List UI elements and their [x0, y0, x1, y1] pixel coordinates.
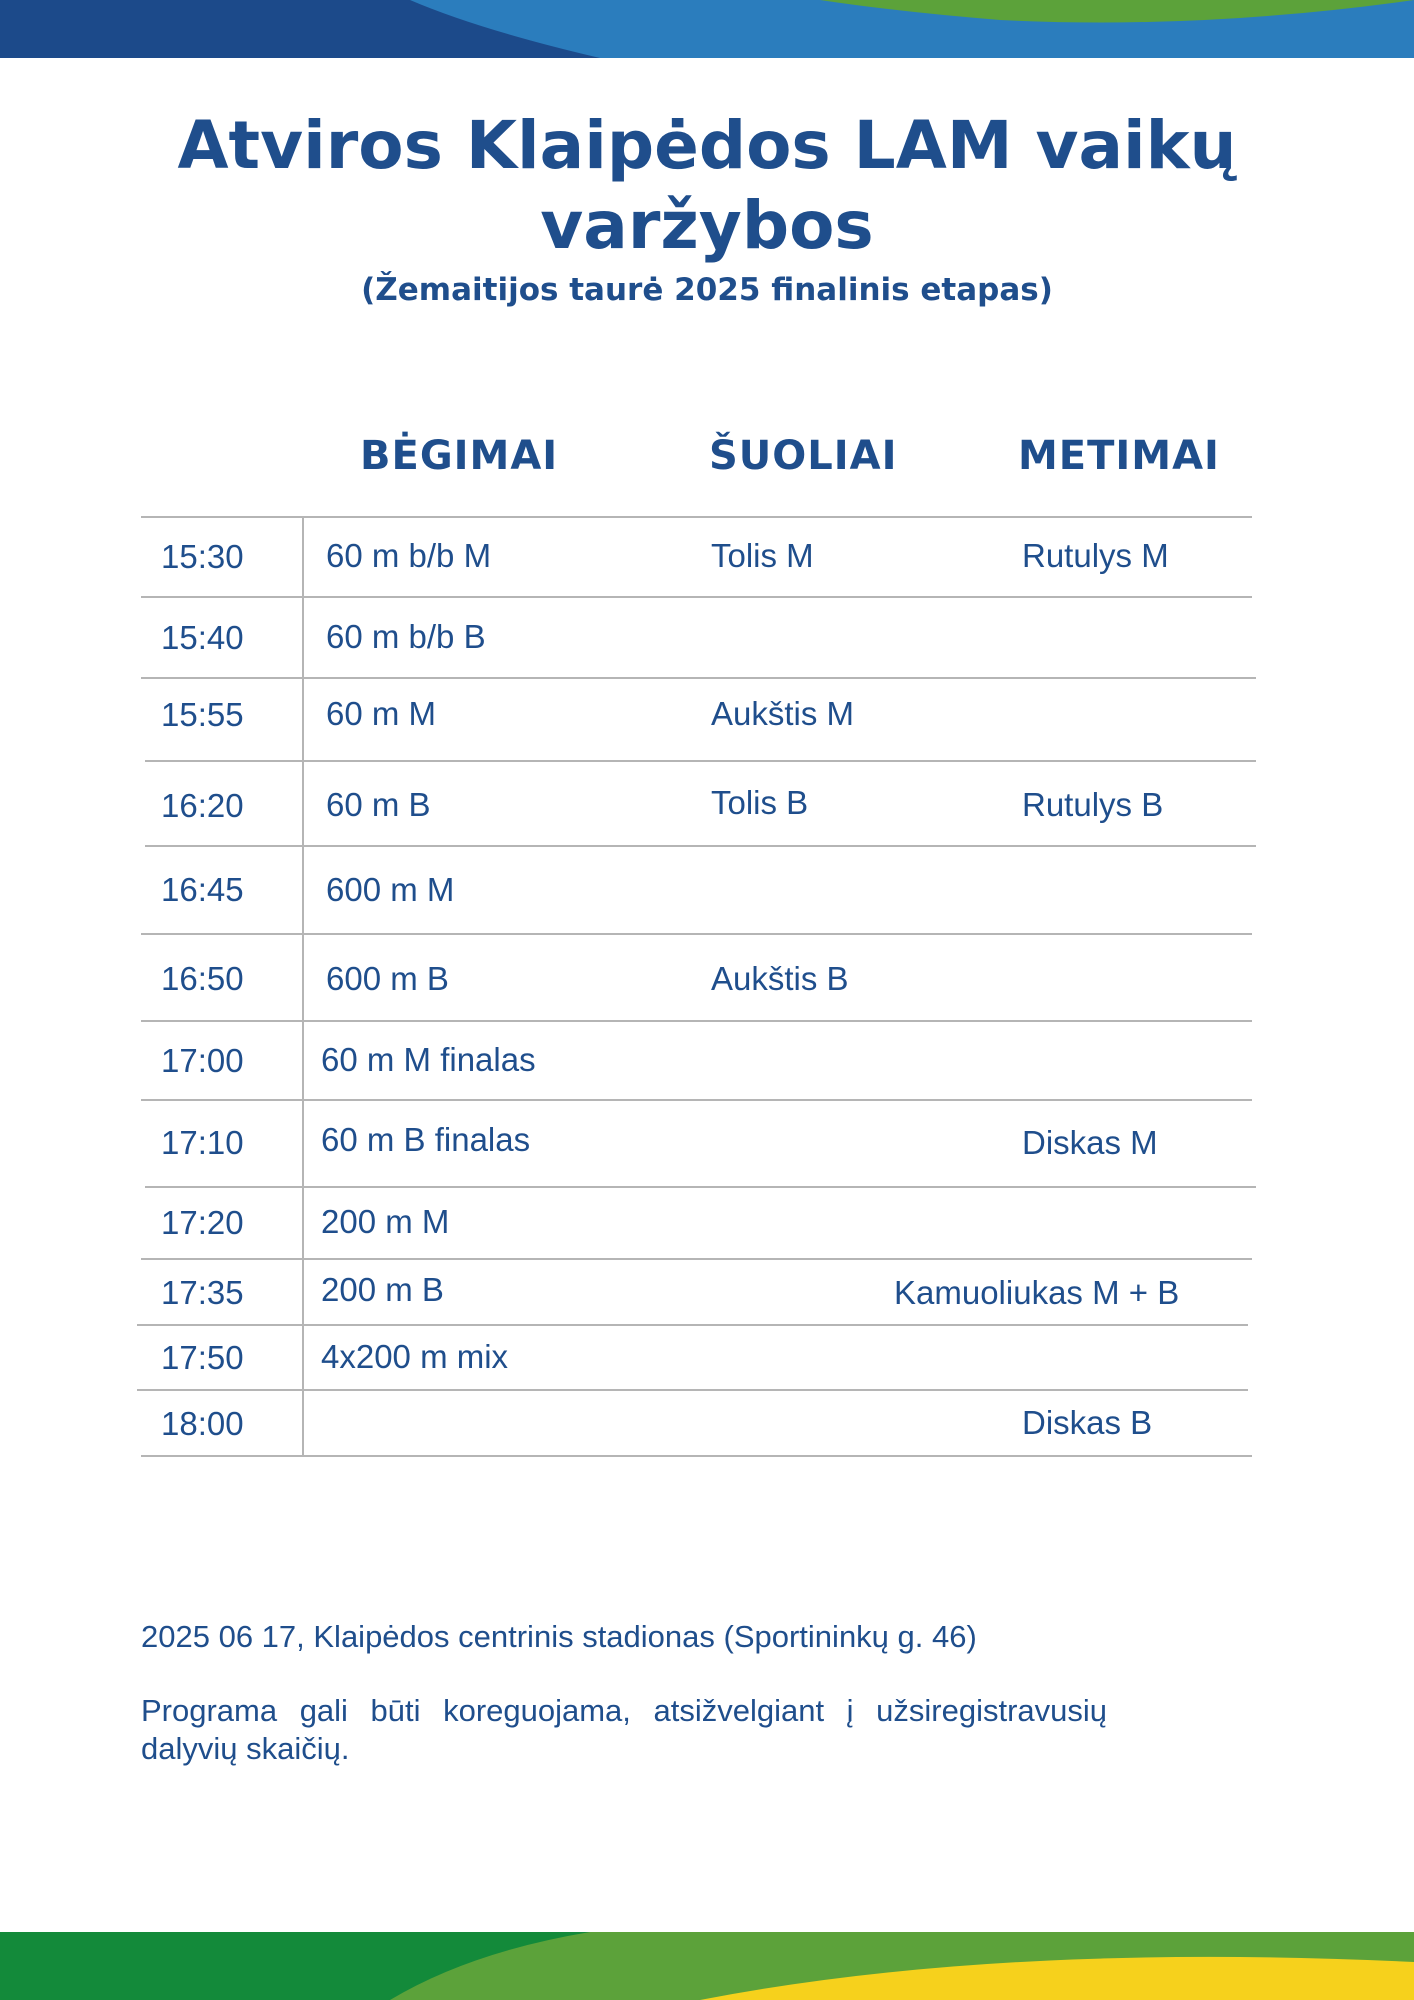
time-cell: 16:50 [161, 960, 244, 997]
run-event-cell: 60 m b/b B [326, 618, 486, 655]
time-cell: 17:10 [161, 1124, 244, 1161]
run-event-cell: 60 m B [326, 786, 431, 823]
column-header-runs: BĖGIMAI [360, 433, 559, 479]
run-event-cell: 200 m B [321, 1271, 444, 1308]
time-cell: 17:50 [161, 1339, 244, 1376]
time-cell: 17:20 [161, 1204, 244, 1241]
column-header-jumps: ŠUOLIAI [709, 433, 898, 479]
jump-event-cell: Tolis B [711, 784, 809, 821]
page-subtitle: (Žemaitijos taurė 2025 finalinis etapas) [361, 272, 1053, 308]
program-note: Programa gali būti koreguojama, atsižvelgiant į užsiregistravusių dalyvių skaičių. [141, 1693, 1107, 1766]
run-event-cell: 4x200 m mix [321, 1338, 509, 1375]
throw-event-cell: Diskas B [1022, 1404, 1153, 1441]
jump-event-cell: Aukštis B [711, 960, 849, 997]
throw-event-cell: Rutulys B [1022, 786, 1164, 823]
table-vertical-divider [302, 517, 304, 1457]
table-divider [141, 1258, 1252, 1260]
table-divider [141, 933, 1252, 935]
time-cell: 15:30 [161, 538, 244, 575]
table-divider [145, 845, 1256, 847]
column-header-throws: METIMAI [1018, 433, 1220, 479]
event-date-venue: 2025 06 17, Klaipėdos centrinis stadionas (Sportininkų g. 46) [141, 1619, 977, 1654]
time-cell: 16:45 [161, 871, 244, 908]
time-cell: 18:00 [161, 1405, 244, 1442]
run-event-cell: 60 m B finalas [321, 1121, 531, 1158]
jump-event-cell: Tolis M [711, 537, 814, 574]
time-cell: 17:00 [161, 1042, 244, 1079]
throw-event-cell: Rutulys M [1022, 537, 1169, 574]
time-cell: 17:35 [161, 1274, 244, 1311]
table-divider [141, 516, 1252, 518]
run-event-cell: 200 m M [321, 1203, 450, 1240]
time-cell: 16:20 [161, 787, 244, 824]
table-divider [141, 677, 1256, 679]
throw-event-cell: Kamuoliukas M + B [894, 1274, 1180, 1311]
table-divider [141, 1020, 1252, 1022]
time-cell: 15:40 [161, 619, 244, 656]
run-event-cell: 60 m M [326, 695, 437, 732]
jump-event-cell: Aukštis M [711, 695, 855, 732]
page-title-line-2: varžybos [540, 187, 874, 264]
table-divider [141, 1099, 1252, 1101]
page-title-line-1: Atviros Klaipėdos LAM vaikų [177, 107, 1237, 184]
throw-event-cell: Diskas M [1022, 1124, 1158, 1161]
table-divider [141, 596, 1252, 598]
table-divider [145, 1186, 1256, 1188]
table-divider [141, 1455, 1252, 1457]
table-divider [145, 760, 1256, 762]
run-event-cell: 60 m M finalas [321, 1041, 536, 1078]
time-cell: 15:55 [161, 696, 244, 733]
top-decorative-band [0, 0, 1414, 58]
bottom-decorative-band [0, 1932, 1414, 2000]
run-event-cell: 600 m B [326, 960, 449, 997]
run-event-cell: 60 m b/b M [326, 537, 492, 574]
run-event-cell: 600 m M [326, 871, 455, 908]
